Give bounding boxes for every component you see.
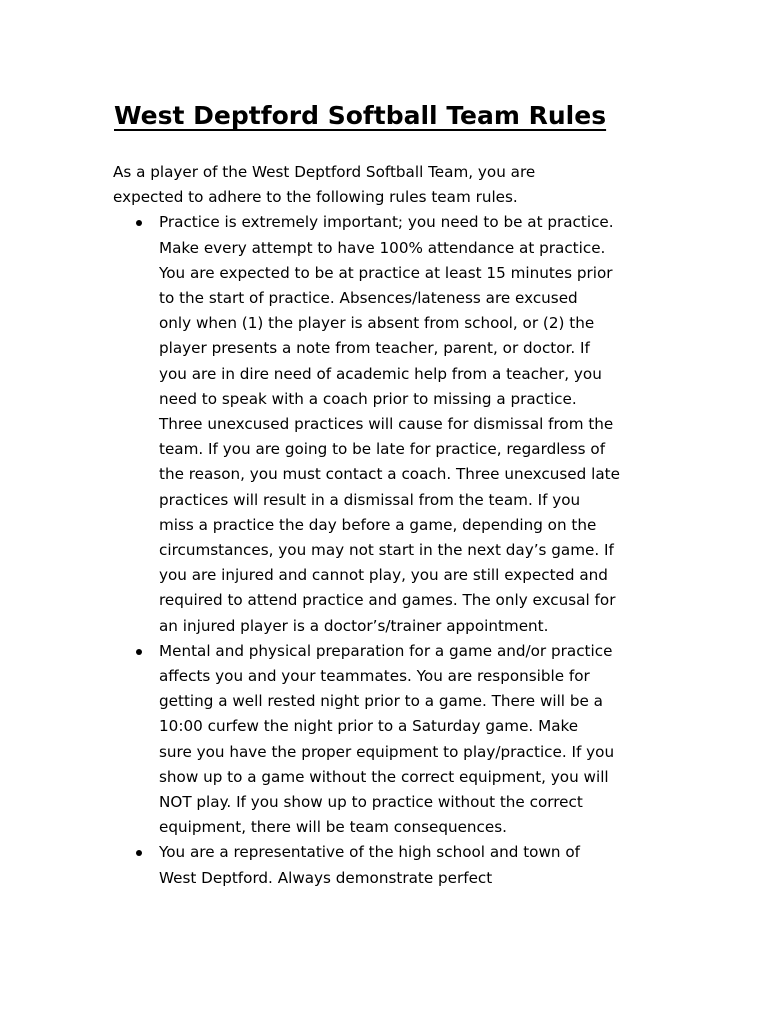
- document-title: West Deptford Softball Team Rules: [114, 101, 607, 130]
- intro-line: expected to adhere to the following rules team rules.: [113, 188, 518, 207]
- rule-line: Three unexcused practices will cause for dismissal from the: [159, 415, 614, 434]
- rule-item-representative: [113, 840, 673, 890]
- rule-line: an injured player is a doctor’s/trainer appointment.: [159, 616, 549, 635]
- rule-line: circumstances, you may not start in the next day’s game. If: [159, 541, 614, 560]
- bullet-icon: [136, 850, 142, 856]
- rule-line: sure you have the proper equipment to play/practice. If you: [159, 742, 615, 761]
- rule-line: NOT play. If you show up to practice without the correct: [159, 793, 583, 812]
- rule-line: miss a practice the day before a game, depending on the: [159, 515, 597, 534]
- rule-line: need to speak with a coach prior to missing a practice.: [159, 389, 577, 408]
- rule-line: You are expected to be at practice at least 15 minutes prior: [159, 263, 613, 282]
- rule-line: you are injured and cannot play, you are still expected and: [159, 566, 608, 585]
- rule-line: you are in dire need of academic help from a teacher, you: [159, 364, 602, 383]
- rule-line: only when (1) the player is absent from school, or (2) the: [159, 314, 595, 333]
- rule-line: to the start of practice. Absences/lateness are excused: [159, 289, 578, 308]
- rule-line: West Deptford. Always demonstrate perfect: [159, 868, 493, 887]
- rule-line: team. If you are going to be late for practice, regardless of: [159, 440, 606, 459]
- rule-line: affects you and your teammates. You are responsible for: [159, 667, 590, 686]
- rule-line: show up to a game without the correct equipment, you will: [159, 767, 609, 786]
- rule-line: required to attend practice and games. The only excusal for: [159, 591, 616, 610]
- rule-line: practices will result in a dismissal from the team. If you: [159, 490, 581, 509]
- rule-item-practice: [113, 210, 673, 638]
- rule-line: Practice is extremely important; you need to be at practice.: [159, 213, 614, 232]
- intro-line: As a player of the West Deptford Softball Team, you are: [113, 163, 536, 181]
- rule-line: player presents a note from teacher, parent, or doctor. If: [159, 339, 590, 358]
- rule-line: You are a representative of the high school and town of: [159, 843, 580, 862]
- document-body: [113, 160, 673, 891]
- rule-line: equipment, there will be team consequences.: [159, 818, 507, 837]
- rule-line: the reason, you must contact a coach. Three unexcused late: [159, 465, 620, 484]
- rule-line: 10:00 curfew the night prior to a Saturday game. Make: [159, 717, 579, 736]
- rule-item-preparation: [113, 639, 673, 841]
- rule-line: Make every attempt to have 100% attendance at practice.: [159, 238, 606, 257]
- rule-line: getting a well rested night prior to a game. There will be a: [159, 692, 603, 711]
- bullet-icon: [136, 220, 142, 226]
- rule-line: Mental and physical preparation for a game and/or practice: [159, 641, 613, 660]
- bullet-icon: [136, 649, 142, 655]
- rules-list: [113, 210, 673, 890]
- intro-paragraph: [113, 160, 673, 210]
